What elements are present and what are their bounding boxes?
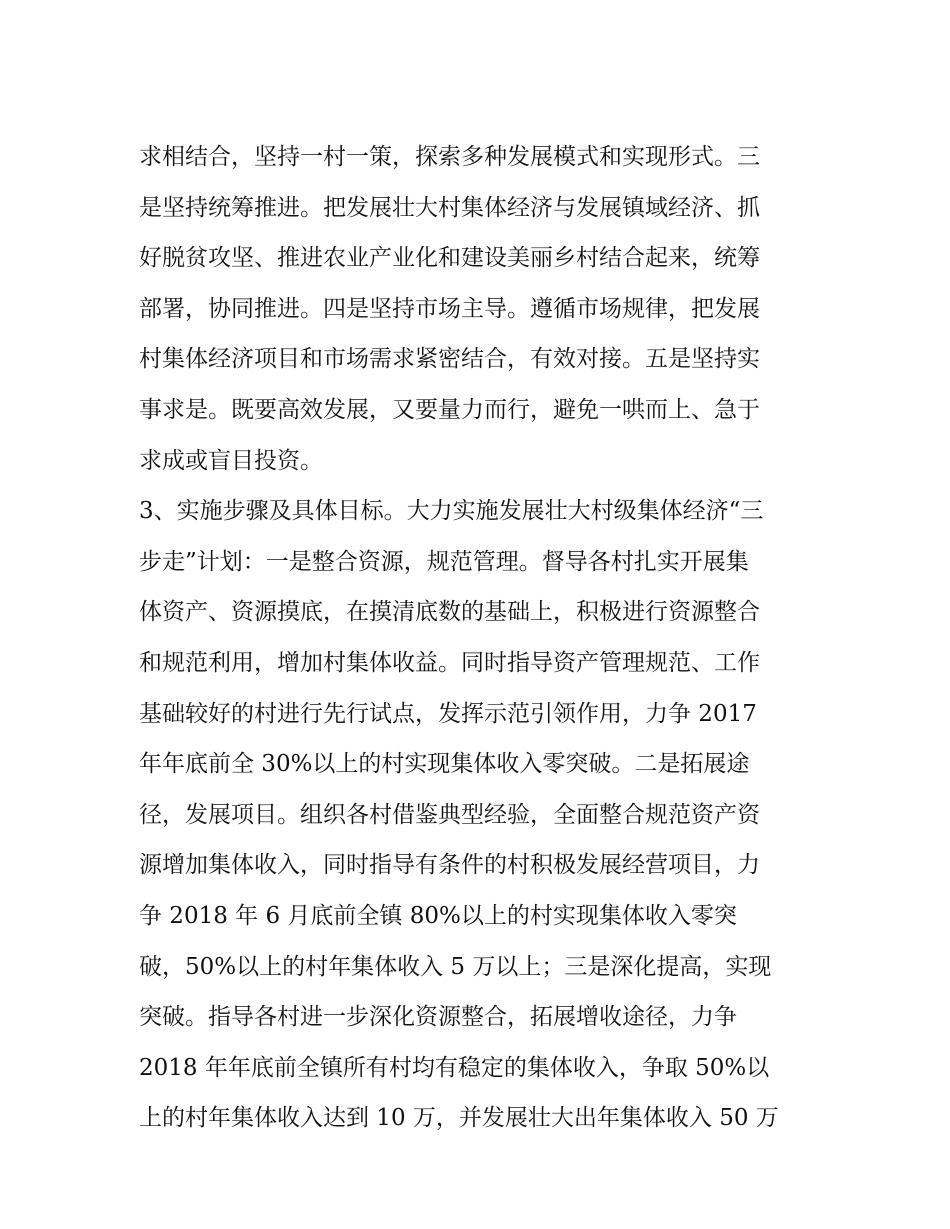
text-line: 争 2018 年 6 月底前全镇 80%以上的村实现集体收入零突	[139, 902, 737, 929]
text-line: 3、实施步骤及具体目标。大力实施发展壮大村级集体经济“三	[139, 498, 764, 525]
text-line: 求相结合，坚持一村一策，探索多种发展模式和实现形式。三	[139, 144, 760, 170]
text-line: 突破。指导各村进一步深化资源整合，拓展增收途径，力争	[139, 1004, 737, 1031]
text-line: 源增加集体收入，同时指导有条件的村积极发展经营项目，力	[139, 852, 760, 879]
text-line: 年年底前全 30%以上的村实现集体收入零突破。二是拓展途	[139, 751, 750, 778]
text-line: 求成或盲目投资。	[139, 447, 323, 474]
text-line: 事求是。既要高效发展，又要量力而行，避免一哄而上、急于	[139, 396, 760, 423]
text-line: 步走”计划：一是整合资源，规范管理。督导各村扎实开展集	[139, 548, 749, 575]
text-line: 和规范利用，增加村集体收益。同时指导资产管理规范、工作	[139, 649, 760, 676]
text-line: 是坚持统筹推进。把发展壮大村集体经济与发展镇域经济、抓	[139, 194, 760, 221]
text-line: 上的村年集体收入达到 10 万，并发展壮大出年集体收入 50 万	[139, 1105, 779, 1132]
text-line: 2018 年年底前全镇所有村均有稳定的集体收入，争取 50%以	[139, 1054, 770, 1081]
text-line: 体资产、资源摸底，在摸清底数的基础上，积极进行资源整合	[139, 599, 760, 626]
text-line: 破，50%以上的村年集体收入 5 万以上；三是深化提高，实现	[139, 953, 772, 980]
text-line: 村集体经济项目和市场需求紧密结合，有效对接。五是坚持实	[139, 346, 760, 373]
body-text	[139, 139, 819, 1151]
text-line: 好脱贫攻坚、推进农业产业化和建设美丽乡村结合起来，统筹	[139, 245, 760, 272]
text-line: 部署，协同推进。四是坚持市场主导。遵循市场规律，把发展	[139, 295, 760, 322]
text-line: 径，发展项目。组织各村借鉴典型经验，全面整合规范资产资	[139, 801, 760, 828]
text-line: 基础较好的村进行先行试点，发挥示范引领作用，力争 2017	[139, 700, 757, 727]
